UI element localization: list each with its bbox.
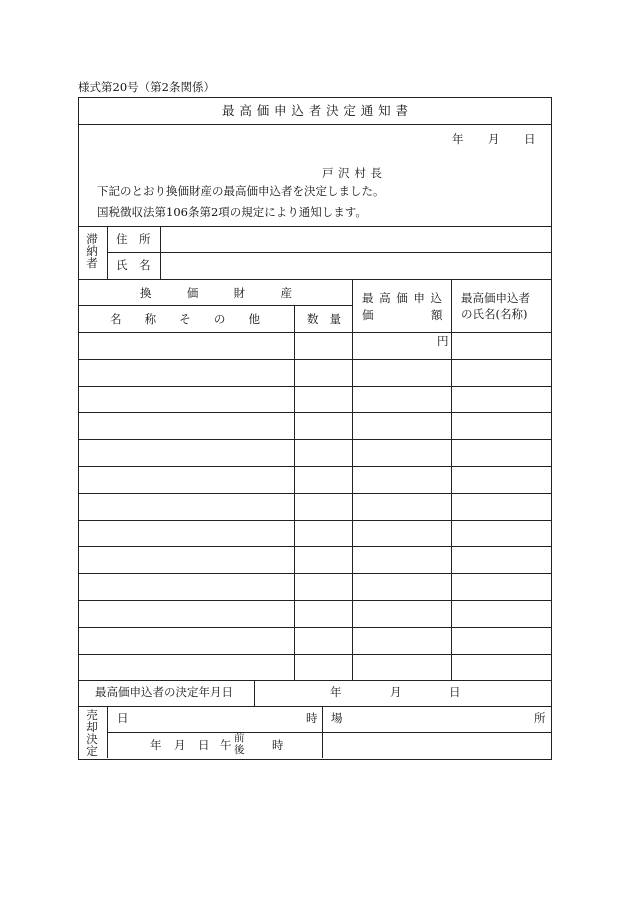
issuer-char: 長 xyxy=(370,166,382,180)
title-char: 通 xyxy=(360,103,374,118)
table-row[interactable] xyxy=(79,601,550,627)
name-label: 氏 名 xyxy=(116,258,151,272)
title-char: 者 xyxy=(308,103,322,118)
yen-unit: 円 xyxy=(437,334,449,348)
highest-bid-header-amount: 額 xyxy=(431,308,443,322)
table-row[interactable] xyxy=(79,521,550,547)
delinquent-label-char: 納 xyxy=(86,244,98,259)
decision-month: 月 xyxy=(390,685,402,699)
sale-ampm xyxy=(234,733,245,756)
table-row[interactable] xyxy=(79,387,550,413)
property-header-char: 財 xyxy=(233,286,246,300)
date-month: 月 xyxy=(488,132,500,146)
title-char: 書 xyxy=(395,103,408,118)
sale-am: 前 xyxy=(234,732,245,744)
decision-year: 年 xyxy=(330,685,342,699)
property-header xyxy=(140,288,292,300)
highest-bid-header-char: 価 xyxy=(396,291,408,305)
name-other-header-char: の xyxy=(213,312,226,326)
title-char: 申 xyxy=(274,103,287,118)
title-char: 最 xyxy=(222,103,235,118)
sale-month: 月 xyxy=(174,738,186,752)
body-line-1: 下記のとおり換価財産の最高価申込者を決定しました。 xyxy=(97,184,385,198)
sale-day-label: 日 xyxy=(117,711,129,725)
bidder-header-line2: の氏名(名称) xyxy=(461,307,528,321)
form-number: 様式第20号（第2条関係） xyxy=(78,80,215,94)
date-year: 年 xyxy=(452,132,464,146)
delinquent-label-char: 者 xyxy=(86,256,98,271)
title-char: 高 xyxy=(239,103,252,118)
issuer-char: 沢 xyxy=(338,166,350,180)
sale-pm: 後 xyxy=(234,743,245,756)
date-day: 日 xyxy=(524,132,536,146)
table-row[interactable] xyxy=(79,467,550,493)
sale-hour: 時 xyxy=(272,738,284,752)
property-header-char: 産 xyxy=(280,286,292,300)
document-title xyxy=(222,105,408,118)
name-other-header-char: そ xyxy=(179,312,191,326)
address-label: 住 所 xyxy=(116,232,151,246)
highest-bid-header-char: 最 xyxy=(362,291,374,305)
sale-time-label: 時 xyxy=(306,711,318,725)
quantity-header-char: 量 xyxy=(329,312,341,326)
title-char: 込 xyxy=(291,103,304,118)
issuer-char: 戸 xyxy=(322,166,334,180)
address-field[interactable] xyxy=(161,227,549,251)
table-row[interactable] xyxy=(79,574,550,600)
name-other-header-char: 名 xyxy=(110,312,122,326)
property-header-char: 価 xyxy=(186,286,199,300)
quantity-header-char: 数 xyxy=(307,312,319,326)
highest-bid-header-char: 込 xyxy=(430,291,442,305)
table-row[interactable] xyxy=(79,655,550,681)
delinquent-label-char: 滞 xyxy=(86,232,98,246)
sale-decision-label xyxy=(84,709,100,757)
highest-bid-header-line1 xyxy=(362,293,442,305)
sale-decision-label-char: 決 xyxy=(86,732,98,747)
property-header-char: 換 xyxy=(140,286,152,300)
table-row[interactable] xyxy=(79,360,550,386)
sale-day: 日 xyxy=(198,738,210,752)
delinquent-label xyxy=(84,233,100,269)
title-char: 定 xyxy=(343,103,356,118)
table-row[interactable] xyxy=(79,494,550,520)
table-row[interactable] xyxy=(79,333,550,359)
sale-place-suffix: 所 xyxy=(534,711,546,725)
table-row[interactable] xyxy=(79,628,550,654)
decision-date-label: 最高価申込者の決定年月日 xyxy=(95,685,233,699)
title-char: 知 xyxy=(378,103,391,118)
title-char: 決 xyxy=(326,103,339,118)
sale-year: 年 xyxy=(150,738,162,752)
name-other-header-char: 称 xyxy=(144,312,157,326)
highest-bid-header-char: 申 xyxy=(413,291,425,305)
table-row[interactable] xyxy=(79,440,550,466)
sale-decision-label-char: 定 xyxy=(86,744,98,759)
decision-day: 日 xyxy=(449,685,461,699)
body-line-2: 国税徴収法第106条第2項の規定により通知します。 xyxy=(97,205,367,219)
table-row[interactable] xyxy=(79,413,550,439)
name-field[interactable] xyxy=(161,253,549,278)
name-other-header-char: 他 xyxy=(248,312,260,326)
issuer-char: 村 xyxy=(354,166,366,180)
sale-noon: 午 xyxy=(220,738,232,752)
name-other-header xyxy=(110,314,260,326)
sale-place-label: 場 xyxy=(331,711,343,725)
issuer xyxy=(322,168,382,180)
sale-decision-label-char: 却 xyxy=(86,720,98,735)
highest-bid-header-char: 高 xyxy=(379,291,391,305)
bidder-header-line1: 最高価申込者 xyxy=(461,291,530,305)
title-char: 価 xyxy=(256,103,270,118)
quantity-header xyxy=(307,314,341,326)
table-row[interactable] xyxy=(79,547,550,573)
sale-decision-label-char: 売 xyxy=(86,708,98,722)
highest-bid-header-price: 価 xyxy=(362,308,374,322)
